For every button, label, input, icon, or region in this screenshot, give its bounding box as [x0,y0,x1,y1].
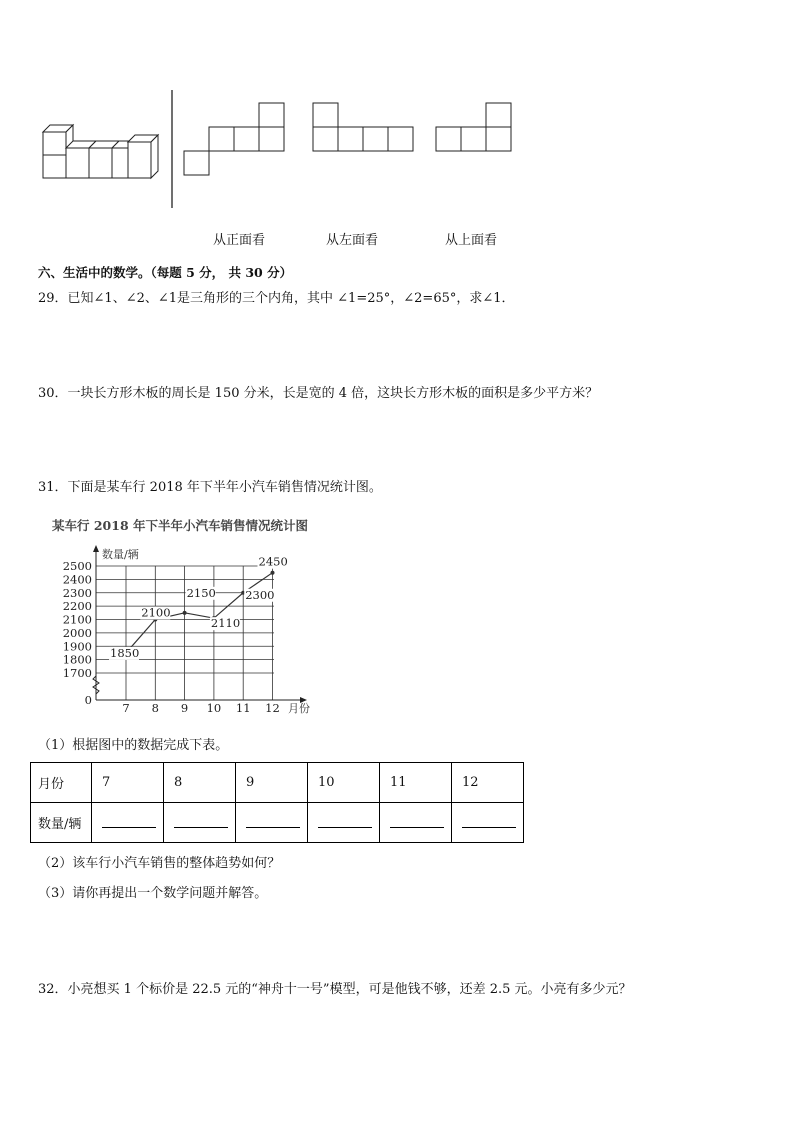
top-view-label: 从上面看 [445,233,498,248]
section-heading: 六、生活中的数学。（每题 5 分， 共 30 分） [38,265,293,280]
y-axis-arrow [93,545,99,552]
y-tick-label: 1700 [62,666,92,680]
y-tick-label: 2400 [62,572,92,587]
answer-blank[interactable] [380,803,452,843]
data-label: 2100 [141,605,171,620]
table-header-quantity: 数量/辆 [31,803,92,843]
table-cell-month: 7 [92,763,164,803]
answer-table [30,762,524,843]
chart-x-axis-label: 月份 [288,702,310,715]
table-cell-month: 8 [164,763,236,803]
chart-data-labels [109,555,288,660]
question-30: 30．一块长方形木板的周长是 150 分米，长是宽的 4 倍，这块长方形木板的面积是多少平方米？ [38,386,599,401]
chart-title: 某车行 2018 年下半年小汽车销售情况统计图 [52,518,308,533]
question-32: 32．小亮想买 1 个标价是 22.5 元的“神舟十一号”模型，可是他钱不够，还差 2.5 元。小亮有多少元？ [38,982,632,997]
q31-sub2: （2）该车行小汽车销售的整体趋势如何？ [38,856,281,871]
answer-blank[interactable] [92,803,164,843]
y-tick-label: 2300 [62,585,92,600]
chart-grid [96,566,274,700]
x-tick-label: 9 [180,701,189,715]
q31-sub1: （1）根据图中的数据完成下表。 [38,738,229,753]
front-view-label: 从正面看 [213,233,266,248]
table-cell-month: 10 [308,763,380,803]
left-view-grid [313,103,413,151]
question-29: 29．已知∠1、∠2、∠1是三角形的三个内角，其中 ∠1=25°，∠2=65°，求∠1． [38,291,515,306]
x-tick-label: 12 [265,701,280,715]
top-view-grid [436,103,511,151]
answer-blank[interactable] [164,803,236,843]
chart-x-ticks [122,701,279,715]
y-tick-label: 2000 [62,625,92,640]
table-cell-month: 11 [380,763,452,803]
data-point [271,571,275,575]
answer-blank[interactable] [452,803,524,843]
x-tick-label: 10 [206,701,222,715]
data-point [183,611,187,615]
table-row-month [31,763,524,803]
table-cell-month: 9 [236,763,308,803]
table-header-month: 月份 [31,763,92,803]
left-view-label: 从左面看 [326,233,379,248]
data-label: 2300 [245,587,275,602]
y-tick-label: 1800 [62,652,92,667]
x-tick-label: 11 [235,701,251,715]
q31-sub3: （3）请你再提出一个数学问题并解答。 [38,886,268,901]
table-row-quantity [31,803,524,843]
question-31: 31．下面是某车行 2018 年下半年小汽车销售情况统计图。 [38,480,382,495]
answer-blank[interactable] [236,803,308,843]
data-label: 2450 [258,554,288,569]
cube-solid-figure [43,125,158,178]
data-label: 2150 [186,585,216,600]
chart-y-ticks [63,559,92,707]
y-tick-label: 0 [84,693,92,707]
chart-y-axis-label: 数量/辆 [102,548,139,561]
three-view-figure [30,84,530,214]
x-tick-label: 7 [122,701,130,715]
table-cell-month: 12 [452,763,524,803]
y-tick-label: 2200 [62,599,92,614]
y-tick-label: 2100 [62,612,92,627]
front-view-grid [184,103,284,175]
data-label: 2110 [210,616,241,631]
x-tick-label: 8 [151,701,159,715]
y-tick-label: 2500 [62,559,92,573]
sales-line-chart [40,512,330,722]
y-tick-label: 1900 [62,639,92,654]
data-label: 1850 [110,645,140,660]
chart-axes [93,545,307,703]
answer-blank[interactable] [308,803,380,843]
